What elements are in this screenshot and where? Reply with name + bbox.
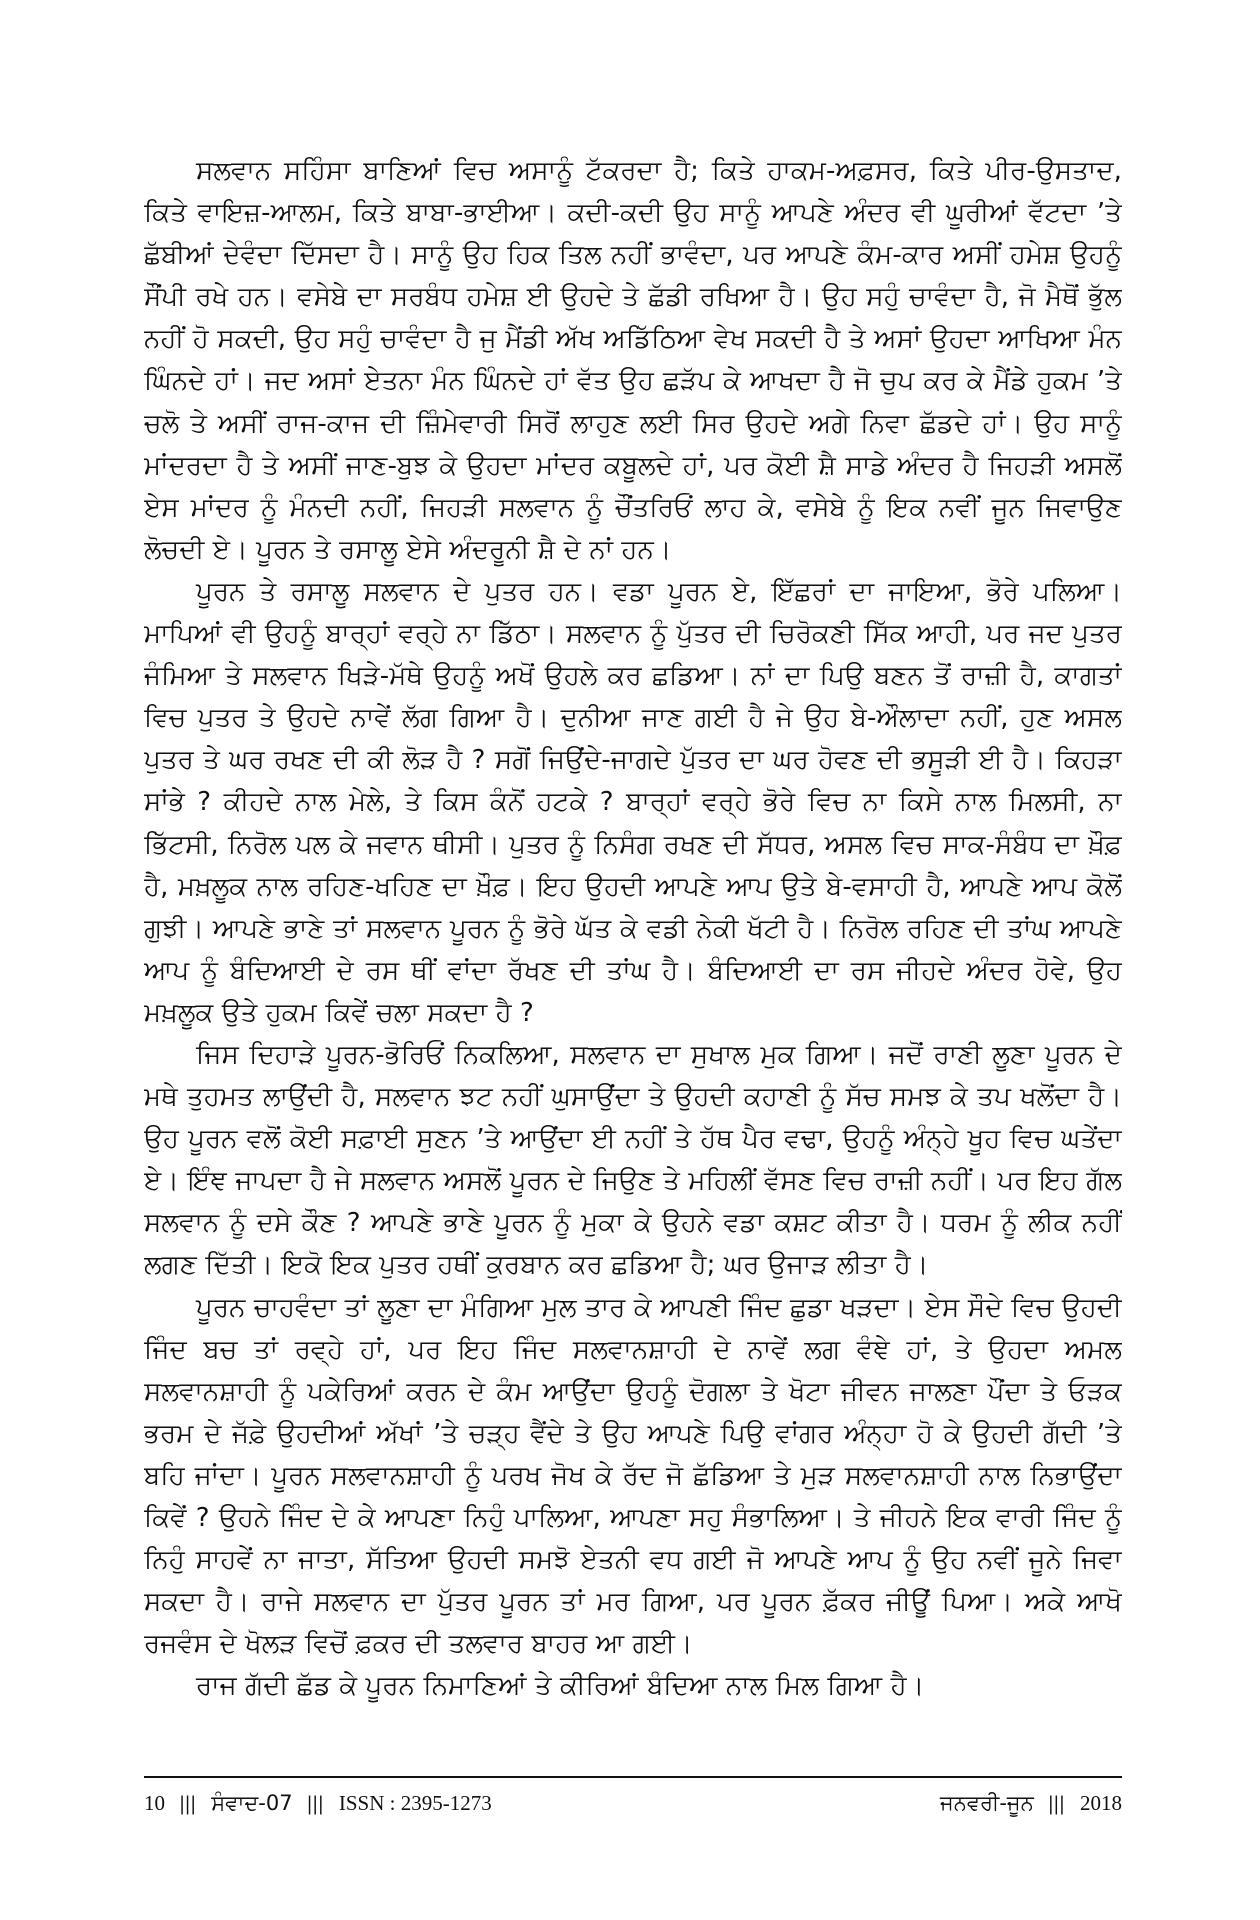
paragraph-5: ਰਾਜ ਗੱਦੀ ਛੱਡ ਕੇ ਪੂਰਨ ਨਿਮਾਣਿਆਂ ਤੇ ਕੀਰਿਆਂ ਬੰਦਿਆ ਨਾਲ ਮਿਲ ਗਿਆ ਹੈ। — [196, 1671, 925, 1702]
paragraph-2: ਪੂਰਨ ਤੇ ਰਸਾਲੂ ਸਲਵਾਨ ਦੇ ਪੁਤਰ ਹਨ। ਵਡਾ ਪੂਰਨ ਏ, ਇੱਛਰਾਂ ਦਾ ਜਾਇਆ, ਭੋਰੇ ਪਲਿਆ। ਮਾਪਿਆਂ ਵੀ ਉਹਨੂੰ ਬਾਰ੍ਹਾਂ ਵਰ੍ਹੇ ਨਾ ਡਿੱਠਾ। ਸਲਵਾਨ ਨੂੰ ਪੁੱਤਰ ਦੀ ਚਿਰੋਕਣੀ ਸਿੱਕ ਆਹੀ, ਪਰ ਜਦ ਪੁਤਰ ਜੰਮਿਆ ਤੇ ਸਲਵਾਨ ਖਿੜੇ-ਮੱਥੇ ਉਹਨੂੰ ਅਖੋਂ ਉਹਲੇ ਕਰ ਛਡਿਆ। ਨਾਂ ਦਾ ਪਿਉ ਬਣਨ ਤੋਂ ਰਾਜ਼ੀ ਹੈ, ਕਾਗਤਾਂ ਵਿਚ ਪੁਤਰ ਤੇ ਉਹਦੇ ਨਾਵੇਂ ਲੱਗ ਗਿਆ ਹੈ। ਦੁਨੀਆ ਜਾਣ ਗਈ ਹੈ ਜੇ ਉਹ ਬੇ-ਔਲਾਦਾ ਨਹੀਂ, ਹੁਣ ਅਸਲ ਪੁਤਰ ਤੇ ਘਰ ਰਖਣ ਦੀ ਕੀ ਲੋੜ ਹੈ ? ਸਗੋਂ ਜਿਉਂਦੇ-ਜਾਗਦੇ ਪੁੱਤਰ ਦਾ ਘਰ ਹੋਵਣ ਦੀ ਭਸੂੜੀ ਈ ਹੈ। ਕਿਹੜਾ ਸਾਂਭੇ ? ਕੀਹਦੇ ਨਾਲ ਮੇਲੇ, ਤੇ ਕਿਸ ਕੰਨੋਂ ਹਟਕੇ ? ਬਾਰ੍ਹਾਂ ਵਰ੍ਹੇ ਭੋਰੇ ਵਿਚ ਨਾ ਕਿਸੇ ਨਾਲ ਮਿਲਸੀ, ਨਾ ਭਿੱਟਸੀ, ਨਿਰੋਲ ਪਲ ਕੇ ਜਵਾਨ ਥੀਸੀ। ਪੁਤਰ ਨੂੰ ਨਿਸੰਗ ਰਖਣ ਦੀ ਸੱਧਰ, ਅਸਲ ਵਿਚ ਸਾਕ-ਸੰਬੰਧ ਦਾ ਖ਼ੌਫ਼ ਹੈ, ਮਖ਼ਲੂਕ ਨਾਲ ਰਹਿਣ-ਖਹਿਣ ਦਾ ਖ਼ੌਫ਼। ਇਹ ਉਹਦੀ ਆਪਣੇ ਆਪ ਉਤੇ ਬੇ-ਵਸਾਹੀ ਹੈ, ਆਪਣੇ ਆਪ ਕੋਲੋਂ ਗੁਝੀ। ਆਪਣੇ ਭਾਣੇ ਤਾਂ ਸਲਵਾਨ ਪੂਰਨ ਨੂੰ ਭੋਰੇ ਘੱਤ ਕੇ ਵਡੀ ਨੇਕੀ ਖੱਟੀ ਹੈ। ਨਿਰੋਲ ਰਹਿਣ ਦੀ ਤਾਂਘ ਆਪਣੇ ਆਪ ਨੂੰ ਬੰਦਿਆਈ ਦੇ ਰਸ ਥੀਂ ਵਾਂਦਾ ਰੱਖਣ ਦੀ ਤਾਂਘ ਹੈ। ਬੰਦਿਆਈ ਦਾ ਰਸ ਜੀਹਦੇ ਅੰਦਰ ਹੋਵੇ, ਉਹ ਮਖ਼ਲੂਕ ਉਤੇ ਹੁਕਮ ਕਿਵੇਂ ਚਲਾ ਸਕਦਾ ਹੈ ? — [144, 576, 1122, 1028]
footer-separator-icon: ||| — [179, 1791, 197, 1815]
paragraph-3: ਜਿਸ ਦਿਹਾੜੇ ਪੂਰਨ-ਭੋਰਿਓਂ ਨਿਕਲਿਆ, ਸਲਵਾਨ ਦਾ ਸੁਖਾਲ ਮੁਕ ਗਿਆ। ਜਦੋਂ ਰਾਣੀ ਲੂਣਾ ਪੂਰਨ ਦੇ ਮਥੇ ਤੁਹਮਤ ਲਾਉਂਦੀ ਹੈ, ਸਲਵਾਨ ਝਟ ਨਹੀਂ ਘੁਸਾਉਂਦਾ ਤੇ ਉਹਦੀ ਕਹਾਣੀ ਨੂੰ ਸੱਚ ਸਮਝ ਕੇ ਤਪ ਖਲੋਂਦਾ ਹੈ। ਉਹ ਪੂਰਨ ਵਲੋਂ ਕੋਈ ਸਫ਼ਾਈ ਸੁਣਨ ’ਤੇ ਆਉਂਦਾ ਈ ਨਹੀਂ ਤੇ ਹੱਥ ਪੈਰ ਵਢਾ, ਉਹਨੂੰ ਅੰਨ੍ਹੇ ਖੂਹ ਵਿਚ ਘਤੇਂਦਾ ਏ। ਇੰਞ ਜਾਪਦਾ ਹੈ ਜੇ ਸਲਵਾਨ ਅਸਲੋਂ ਪੂਰਨ ਦੇ ਜਿਉਣ ਤੇ ਮਹਿਲੀਂ ਵੱਸਣ ਵਿਚ ਰਾਜ਼ੀ ਨਹੀਂ। ਪਰ ਇਹ ਗੱਲ ਸਲਵਾਨ ਨੂੰ ਦਸੇ ਕੌਣ ? ਆਪਣੇ ਭਾਣੇ ਪੂਰਨ ਨੂੰ ਮੁਕਾ ਕੇ ਉਹਨੇ ਵਡਾ ਕਸ਼ਟ ਕੀਤਾ ਹੈ। ਧਰਮ ਨੂੰ ਲੀਕ ਨਹੀਂ ਲਗਣ ਦਿੱਤੀ। ਇਕੋ ਇਕ ਪੁਤਰ ਹਥੀਂ ਕੁਰਬਾਨ ਕਰ ਛਡਿਆ ਹੈ; ਘਰ ਉਜਾੜ ਲੀਤਾ ਹੈ। — [144, 1039, 1122, 1281]
issn: ISSN : 2395-1273 — [338, 1791, 492, 1815]
paragraph-4: ਪੂਰਨ ਚਾਹਵੰਦਾ ਤਾਂ ਲੂਣਾ ਦਾ ਮੰਗਿਆ ਮੁਲ ਤਾਰ ਕੇ ਆਪਣੀ ਜਿੰਦ ਛੁਡਾ ਖੜਦਾ। ਏਸ ਸੌਦੇ ਵਿਚ ਉਹਦੀ ਜਿੰਦ ਬਚ ਤਾਂ ਰਵ੍ਹੇ ਹਾਂ, ਪਰ ਇਹ ਜਿੰਦ ਸਲਵਾਨਸ਼ਾਹੀ ਦੇ ਨਾਵੇਂ ਲਗ ਵੰਞੇ ਹਾਂ, ਤੇ ਉਹਦਾ ਅਮਲ ਸਲਵਾਨਸ਼ਾਹੀ ਨੂੰ ਪਕੇਰਿਆਂ ਕਰਨ ਦੇ ਕੰਮ ਆਉਂਦਾ ਉਹਨੂੰ ਦੋਗਲਾ ਤੇ ਖੋਟਾ ਜੀਵਨ ਜਾਲਣਾ ਪੌਂਦਾ ਤੇ ਓੜਕ ਭਰਮ ਦੇ ਜੱਫ਼ੇ ਉਹਦੀਆਂ ਅੱਖਾਂ ’ਤੇ ਚੜ੍ਹ ਵੈਂਦੇ ਤੇ ਉਹ ਆਪਣੇ ਪਿਉ ਵਾਂਗਰ ਅੰਨ੍ਹਾ ਹੋ ਕੇ ਉਹਦੀ ਗੱਦੀ ’ਤੇ ਬਹਿ ਜਾਂਦਾ। ਪੂਰਨ ਸਲਵਾਨਸ਼ਾਹੀ ਨੂੰ ਪਰਖ ਜੋਖ ਕੇ ਰੱਦ ਜੋ ਛੱਡਿਆ ਤੇ ਮੁੜ ਸਲਵਾਨਸ਼ਾਹੀ ਨਾਲ ਨਿਭਾਉਂਦਾ ਕਿਵੇਂ ? ਉਹਨੇ ਜਿੰਦ ਦੇ ਕੇ ਆਪਣਾ ਨਿਹੁੰ ਪਾਲਿਆ, ਆਪਣਾ ਸਹੁ ਸੰਭਾਲਿਆ। ਤੇ ਜੀਹਨੇ ਇਕ ਵਾਰੀ ਜਿੰਦ ਨੂੰ ਨਿਹੁੰ ਸਾਹਵੇਂ ਨਾ ਜਾਤਾ, ਸੱਤਿਆ ਉਹਦੀ ਸਮਝੋ ਏਤਨੀ ਵਧ ਗਈ ਜੋ ਆਪਣੇ ਆਪ ਨੂੰ ਉਹ ਨਵੀਂ ਜੂਨੇ ਜਿਵਾ ਸਕਦਾ ਹੈ। ਰਾਜੇ ਸਲਵਾਨ ਦਾ ਪੁੱਤਰ ਪੂਰਨ ਤਾਂ ਮਰ ਗਿਆ, ਪਰ ਪੂਰਨ ਫ਼ੱਕਰ ਜੀਊਂ ਪਿਆ। ਅਕੇ ਆਖੋ ਰਜਵੰਸ ਦੇ ਖੋਲੜ ਵਿਚੋਂ ਫ਼ਕਰ ਦੀ ਤਲਵਾਰ ਬਾਹਰ ਆ ਗਈ। — [144, 1292, 1122, 1660]
page-footer — [144, 1786, 1122, 1820]
footer-separator-icon: ||| — [307, 1791, 325, 1815]
journal-issue: ਸੰਵਾਦ-07 — [211, 1791, 293, 1815]
issue-period: ਜਨਵਰੀ-ਜੂਨ — [940, 1791, 1034, 1815]
footer-right — [940, 1786, 1122, 1820]
footer-separator-icon: ||| — [1048, 1791, 1066, 1815]
paragraph-1: ਸਲਵਾਨ ਸਹਿੰਸਾ ਬਾਣਿਆਂ ਵਿਚ ਅਸਾਨੂੰ ਟੱਕਰਦਾ ਹੈ; ਕਿਤੇ ਹਾਕਮ-ਅਫ਼ਸਰ, ਕਿਤੇ ਪੀਰ-ਉਸਤਾਦ, ਕਿਤੇ ਵਾਇਜ਼-ਆਲਮ, ਕਿਤੇ ਬਾਬਾ-ਭਾਈਆ। ਕਦੀ-ਕਦੀ ਉਹ ਸਾਨੂੰ ਆਪਣੇ ਅੰਦਰ ਵੀ ਘੂਰੀਆਂ ਵੱਟਦਾ ’ਤੇ ਛੱਬੀਆਂ ਦੇਵੰਦਾ ਦਿੱਸਦਾ ਹੈ। ਸਾਨੂੰ ਉਹ ਹਿਕ ਤਿਲ ਨਹੀਂ ਭਾਵੰਦਾ, ਪਰ ਆਪਣੇ ਕੰਮ-ਕਾਰ ਅਸੀਂ ਹਮੇਸ਼ ਉਹਨੂੰ ਸੌਂਪੀ ਰਖੇ ਹਨ। ਵਸੇਬੇ ਦਾ ਸਰਬੰਧ ਹਮੇਸ਼ ਈ ਉਹਦੇ ਤੇ ਛੱਡੀ ਰਖਿਆ ਹੈ। ਉਹ ਸਹੁੰ ਚਾਵੰਦਾ ਹੈ, ਜੋ ਮੈਥੋਂ ਭੁੱਲ ਨਹੀਂ ਹੋ ਸਕਦੀ, ਉਹ ਸਹੁੰ ਚਾਵੰਦਾ ਹੈ ਜੁ ਮੈਂਡੀ ਅੱਖ ਅਡਿੱਠਿਆ ਵੇਖ ਸਕਦੀ ਹੈ ਤੇ ਅਸਾਂ ਉਹਦਾ ਆਖਿਆ ਮੰਨ ਘਿੰਨਦੇ ਹਾਂ। ਜਦ ਅਸਾਂ ਏਤਨਾ ਮੰਨ ਘਿੰਨਦੇ ਹਾਂ ਵੱਤ ਉਹ ਛੜੱਪ ਕੇ ਆਖਦਾ ਹੈ ਜੋ ਚੁਪ ਕਰ ਕੇ ਮੈਂਡੇ ਹੁਕਮ ’ਤੇ ਚਲੋ ਤੇ ਅਸੀਂ ਰਾਜ-ਕਾਜ ਦੀ ਜ਼ਿੰਮੇਵਾਰੀ ਸਿਰੋਂ ਲਾਹੁਣ ਲਈ ਸਿਰ ਉਹਦੇ ਅਗੇ ਨਿਵਾ ਛੱਡਦੇ ਹਾਂ। ਉਹ ਸਾਨੂੰ ਮਾਂਦਰਦਾ ਹੈ ਤੇ ਅਸੀਂ ਜਾਣ-ਬੁਝ ਕੇ ਉਹਦਾ ਮਾਂਦਰ ਕਬੂਲਦੇ ਹਾਂ, ਪਰ ਕੋਈ ਸ਼ੈ ਸਾਡੇ ਅੰਦਰ ਹੈ ਜਿਹੜੀ ਅਸਲੋਂ ਏਸ ਮਾਂਦਰ ਨੂੰ ਮੰਨਦੀ ਨਹੀਂ, ਜਿਹੜੀ ਸਲਵਾਨ ਨੂੰ ਚੌਂਤਰਿਓਂ ਲਾਹ ਕੇ, ਵਸੇਬੇ ਨੂੰ ਇਕ ਨਵੀਂ ਜੂਨ ਜਿਵਾਉਣ ਲੋਚਦੀ ਏ। ਪੂਰਨ ਤੇ ਰਸਾਲੂ ਏਸੇ ਅੰਦਰੂਨੀ ਸ਼ੈ ਦੇ ਨਾਂ ਹਨ। — [144, 156, 1122, 565]
footer-left — [144, 1786, 492, 1820]
footer-divider — [144, 1776, 1122, 1778]
article-body — [144, 150, 1122, 1750]
page-number: 10 — [144, 1791, 165, 1815]
issue-year: 2018 — [1080, 1791, 1122, 1815]
